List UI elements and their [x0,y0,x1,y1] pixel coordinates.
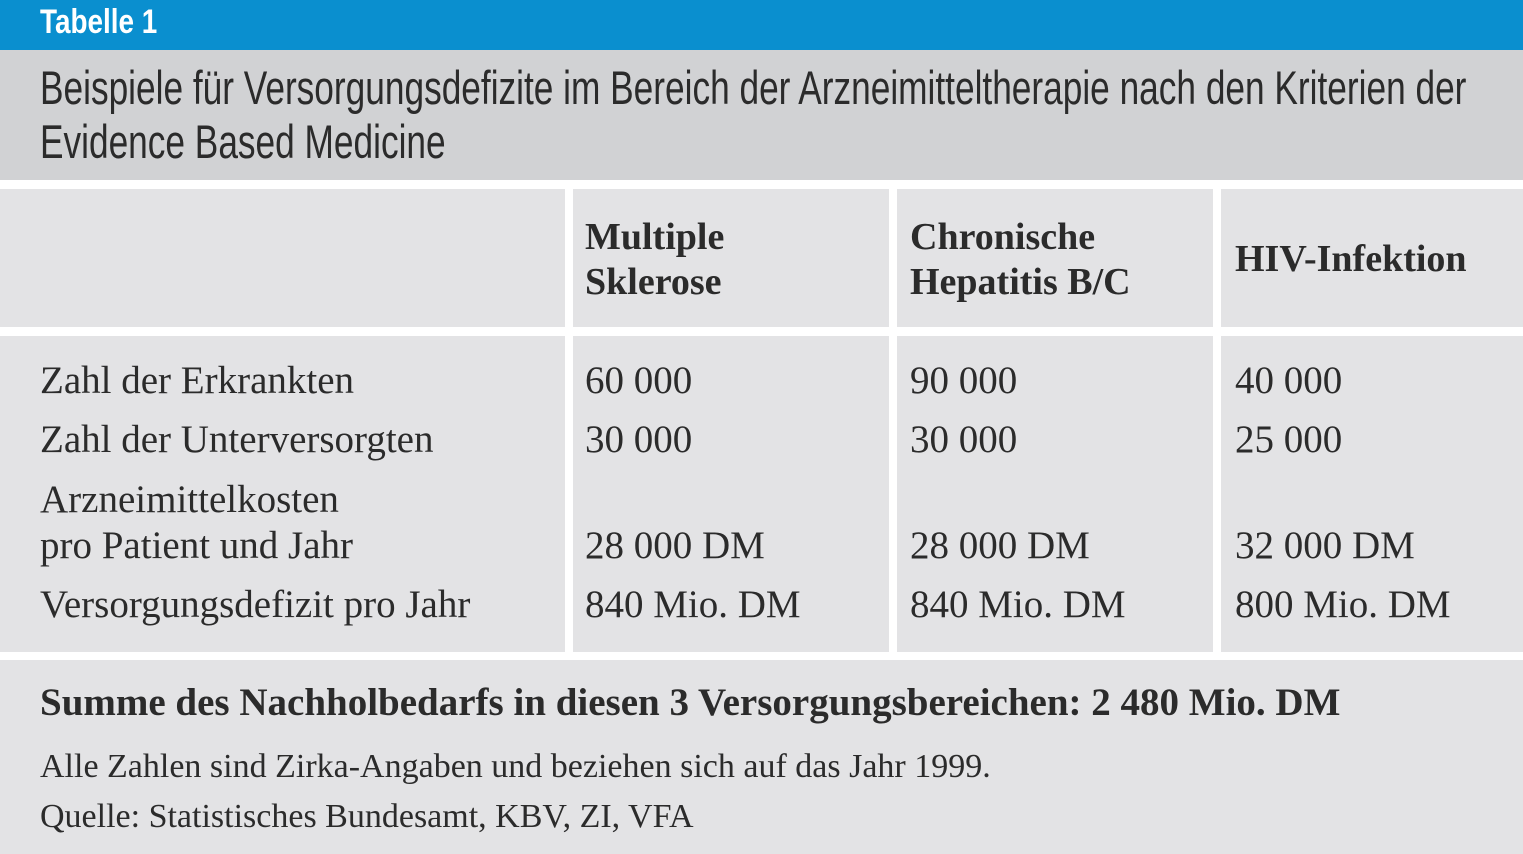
table-cell: 30 000 [910,418,1018,461]
row-label-kosten-line-1: Arzneimittelkosten [40,478,339,521]
column-header-1-line-2: Sklerose [585,261,722,303]
table-title-line-1: Beispiele für Versorgungsdefizite im Bereich der Arzneimitteltherapie nach den Kriterien der [40,61,1467,114]
header-cell-hiv [1221,189,1523,327]
column-header-2-line-1: Chronische [910,216,1096,258]
table-cell: 60 000 [585,359,693,402]
column-3-values-cell [1221,336,1523,652]
table-cell: 800 Mio. DM [1235,583,1451,626]
row-label-defizit: Versorgungsdefizit pro Jahr [40,583,471,626]
column-header-2-line-2: Hepatitis B/C [910,261,1131,303]
row-labels-cell [0,336,565,652]
table-cell: 840 Mio. DM [585,583,801,626]
note-line-1: Alle Zahlen sind Zirka-Angaben und beziehen sich auf das Jahr 1999. [40,748,991,785]
summary-total: Summe des Nachholbedarfs in diesen 3 Versorgungsbereichen: 2 480 Mio. DM [40,681,1341,724]
table-cell: 28 000 DM [910,524,1090,567]
header-cell-hepatitis [897,189,1213,327]
table-label: Tabelle 1 [40,3,158,41]
row-label-kosten-line-2: pro Patient und Jahr [40,524,354,567]
column-header-1-line-1: Multiple [585,216,725,258]
note-source: Quelle: Statistisches Bundesamt, KBV, ZI, VFA [40,798,694,835]
table-cell: 30 000 [585,418,693,461]
table-cell: 40 000 [1235,359,1343,402]
column-1-values-cell [573,336,889,652]
table-title [0,50,1523,180]
table-cell: 840 Mio. DM [910,583,1126,626]
table-cell: 90 000 [910,359,1018,402]
table-title-line-2: Evidence Based Medicine [40,115,446,168]
table-label-bar [0,0,1523,50]
summary-band [0,660,1523,854]
column-2-values-cell [897,336,1213,652]
table-cell: 32 000 DM [1235,524,1415,567]
table-cell: 25 000 [1235,418,1343,461]
header-cell-multiple-sklerose [573,189,889,327]
header-cell-empty [0,189,565,327]
table-cell: 28 000 DM [585,524,765,567]
row-label-unterversorgte: Zahl der Unterversorgten [40,418,434,461]
column-header-3: HIV-Infektion [1235,238,1467,280]
row-label-erkrankte: Zahl der Erkrankten [40,359,355,402]
